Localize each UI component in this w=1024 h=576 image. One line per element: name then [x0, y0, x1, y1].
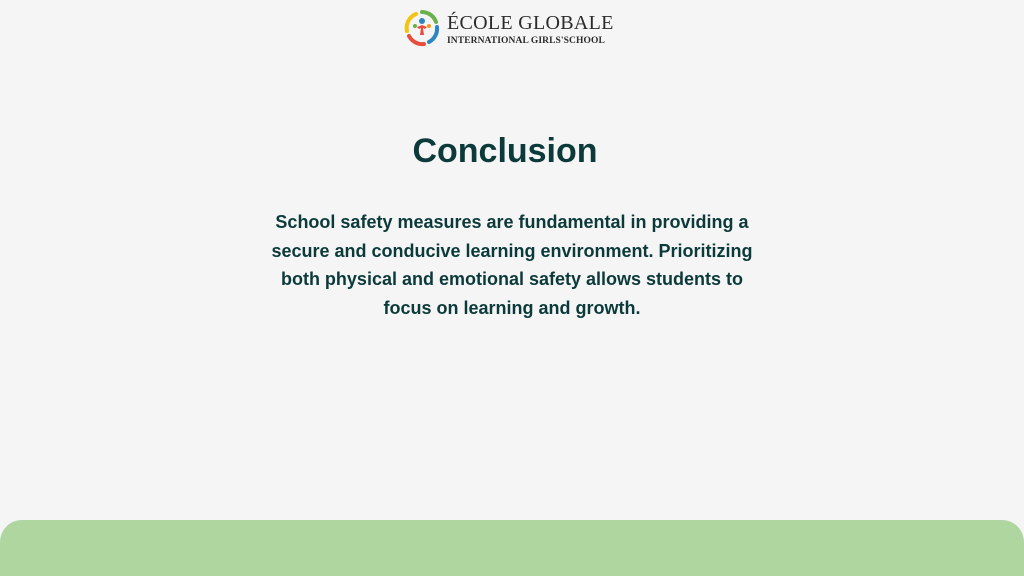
slide-title: Conclusion: [412, 132, 598, 170]
footer-band: [0, 520, 1024, 576]
school-emblem-icon: [403, 8, 441, 50]
slide-body-text: School safety measures are fundamental in providing a secure and conducive learning environment. Prioritizing both physical and emotional safety allows students to focus on learning and growth.: [271, 212, 753, 318]
logo-subtitle: INTERNATIONAL GIRLS'SCHOOL: [447, 36, 605, 47]
school-logo: [403, 8, 614, 50]
logo-text: [447, 11, 614, 47]
logo-name: ÉCOLE GLOBALE: [447, 12, 614, 35]
